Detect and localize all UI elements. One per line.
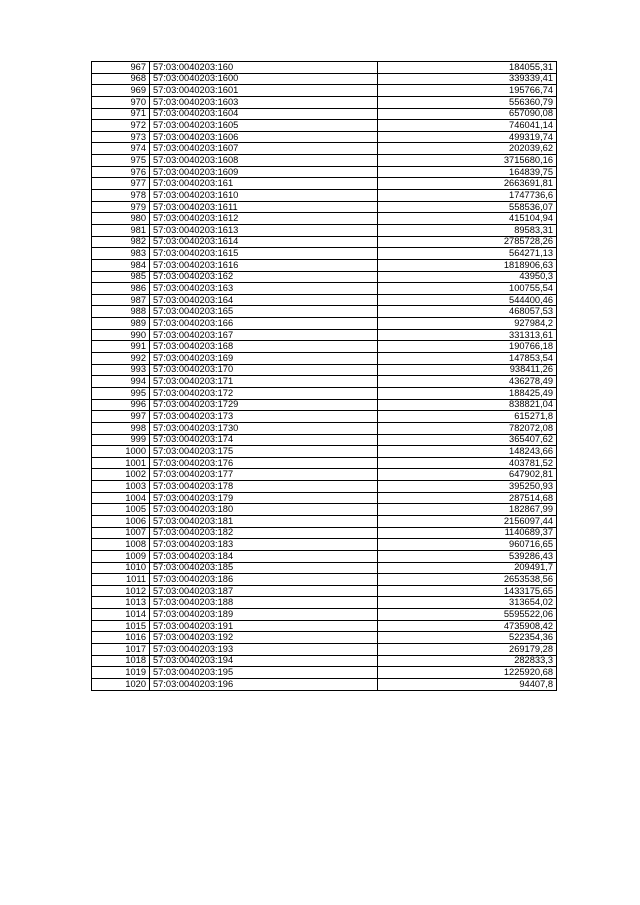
table-row <box>92 481 557 493</box>
row-number-cell: 1003 <box>92 481 150 493</box>
value-cell: 647902,81 <box>378 469 557 481</box>
row-number-cell: 993 <box>92 364 150 376</box>
row-number-cell: 1017 <box>92 644 150 656</box>
cadastral-number-cell: 57:03:0040203:175 <box>150 446 378 458</box>
table-row <box>92 364 557 376</box>
value-cell: 184055,31 <box>378 62 557 74</box>
row-number-cell: 994 <box>92 376 150 388</box>
value-cell: 558536,07 <box>378 201 557 213</box>
row-number-cell: 1005 <box>92 504 150 516</box>
table-row <box>92 283 557 295</box>
cadastral-number-cell: 57:03:0040203:173 <box>150 411 378 423</box>
row-number-cell: 967 <box>92 62 150 74</box>
cadastral-number-cell: 57:03:0040203:1608 <box>150 155 378 167</box>
row-number-cell: 980 <box>92 213 150 225</box>
row-number-cell: 1010 <box>92 562 150 574</box>
table-row <box>92 190 557 202</box>
table-row <box>92 399 557 411</box>
cadastral-number-cell: 57:03:0040203:189 <box>150 609 378 621</box>
value-cell: 415104,94 <box>378 213 557 225</box>
row-number-cell: 1016 <box>92 632 150 644</box>
cadastral-number-cell: 57:03:0040203:163 <box>150 283 378 295</box>
value-cell: 89583,31 <box>378 224 557 236</box>
cadastral-value-table <box>91 61 557 691</box>
table-row <box>92 539 557 551</box>
table-row <box>92 294 557 306</box>
value-cell: 782072,08 <box>378 422 557 434</box>
value-cell: 657090,08 <box>378 108 557 120</box>
row-number-cell: 974 <box>92 143 150 155</box>
row-number-cell: 995 <box>92 387 150 399</box>
table-row <box>92 318 557 330</box>
table-row <box>92 527 557 539</box>
cadastral-number-cell: 57:03:0040203:169 <box>150 353 378 365</box>
value-cell: 1433175,65 <box>378 585 557 597</box>
value-cell: 499319,74 <box>378 131 557 143</box>
value-cell: 209491,7 <box>378 562 557 574</box>
cadastral-number-cell: 57:03:0040203:182 <box>150 527 378 539</box>
cadastral-number-cell: 57:03:0040203:1605 <box>150 120 378 132</box>
table-row <box>92 469 557 481</box>
value-cell: 403781,52 <box>378 457 557 469</box>
table-row <box>92 329 557 341</box>
row-number-cell: 979 <box>92 201 150 213</box>
cadastral-number-cell: 57:03:0040203:191 <box>150 620 378 632</box>
value-cell: 2653538,56 <box>378 574 557 586</box>
table-row <box>92 667 557 679</box>
value-cell: 100755,54 <box>378 283 557 295</box>
row-number-cell: 989 <box>92 318 150 330</box>
table-row <box>92 620 557 632</box>
value-cell: 195766,74 <box>378 85 557 97</box>
cadastral-number-cell: 57:03:0040203:196 <box>150 678 378 690</box>
value-cell: 188425,49 <box>378 387 557 399</box>
value-cell: 1747736,6 <box>378 190 557 202</box>
row-number-cell: 990 <box>92 329 150 341</box>
row-number-cell: 968 <box>92 73 150 85</box>
value-cell: 938411,26 <box>378 364 557 376</box>
cadastral-number-cell: 57:03:0040203:187 <box>150 585 378 597</box>
value-cell: 287514,68 <box>378 492 557 504</box>
table-row <box>92 609 557 621</box>
row-number-cell: 982 <box>92 236 150 248</box>
table-row <box>92 306 557 318</box>
row-number-cell: 991 <box>92 341 150 353</box>
table-row <box>92 562 557 574</box>
row-number-cell: 1012 <box>92 585 150 597</box>
cadastral-number-cell: 57:03:0040203:171 <box>150 376 378 388</box>
table-row <box>92 131 557 143</box>
cadastral-number-cell: 57:03:0040203:168 <box>150 341 378 353</box>
table-row <box>92 259 557 271</box>
table-row <box>92 271 557 283</box>
cadastral-number-cell: 57:03:0040203:167 <box>150 329 378 341</box>
row-number-cell: 977 <box>92 178 150 190</box>
table-row <box>92 446 557 458</box>
row-number-cell: 1009 <box>92 550 150 562</box>
row-number-cell: 1013 <box>92 597 150 609</box>
row-number-cell: 1014 <box>92 609 150 621</box>
cadastral-number-cell: 57:03:0040203:1603 <box>150 96 378 108</box>
cadastral-number-cell: 57:03:0040203:192 <box>150 632 378 644</box>
row-number-cell: 970 <box>92 96 150 108</box>
row-number-cell: 981 <box>92 224 150 236</box>
value-cell: 468057,53 <box>378 306 557 318</box>
value-cell: 147853,54 <box>378 353 557 365</box>
value-cell: 282833,3 <box>378 655 557 667</box>
cadastral-number-cell: 57:03:0040203:172 <box>150 387 378 399</box>
cadastral-number-cell: 57:03:0040203:178 <box>150 481 378 493</box>
value-cell: 838821,04 <box>378 399 557 411</box>
table-row <box>92 655 557 667</box>
row-number-cell: 1008 <box>92 539 150 551</box>
cadastral-number-cell: 57:03:0040203:166 <box>150 318 378 330</box>
table-row <box>92 236 557 248</box>
row-number-cell: 992 <box>92 353 150 365</box>
value-cell: 960716,65 <box>378 539 557 551</box>
value-cell: 182867,99 <box>378 504 557 516</box>
table-row <box>92 178 557 190</box>
row-number-cell: 971 <box>92 108 150 120</box>
cadastral-number-cell: 57:03:0040203:179 <box>150 492 378 504</box>
cadastral-number-cell: 57:03:0040203:186 <box>150 574 378 586</box>
value-cell: 927984,2 <box>378 318 557 330</box>
row-number-cell: 978 <box>92 190 150 202</box>
cadastral-number-cell: 57:03:0040203:185 <box>150 562 378 574</box>
value-cell: 1140689,37 <box>378 527 557 539</box>
table-row <box>92 632 557 644</box>
row-number-cell: 1002 <box>92 469 150 481</box>
table-row <box>92 422 557 434</box>
row-number-cell: 997 <box>92 411 150 423</box>
table-row <box>92 62 557 74</box>
table-row <box>92 434 557 446</box>
cadastral-number-cell: 57:03:0040203:180 <box>150 504 378 516</box>
cadastral-number-cell: 57:03:0040203:176 <box>150 457 378 469</box>
cadastral-number-cell: 57:03:0040203:1615 <box>150 248 378 260</box>
cadastral-number-cell: 57:03:0040203:1601 <box>150 85 378 97</box>
row-number-cell: 1019 <box>92 667 150 679</box>
cadastral-number-cell: 57:03:0040203:1609 <box>150 166 378 178</box>
table-row <box>92 597 557 609</box>
cadastral-number-cell: 57:03:0040203:184 <box>150 550 378 562</box>
value-cell: 5595522,06 <box>378 609 557 621</box>
table-row <box>92 678 557 690</box>
cadastral-number-cell: 57:03:0040203:181 <box>150 515 378 527</box>
table-row <box>92 515 557 527</box>
value-cell: 615271,8 <box>378 411 557 423</box>
cadastral-number-cell: 57:03:0040203:1607 <box>150 143 378 155</box>
table-row <box>92 387 557 399</box>
table-row <box>92 574 557 586</box>
row-number-cell: 975 <box>92 155 150 167</box>
value-cell: 556360,79 <box>378 96 557 108</box>
value-cell: 339339,41 <box>378 73 557 85</box>
cadastral-number-cell: 57:03:0040203:194 <box>150 655 378 667</box>
cadastral-number-cell: 57:03:0040203:1614 <box>150 236 378 248</box>
cadastral-number-cell: 57:03:0040203:1730 <box>150 422 378 434</box>
row-number-cell: 1001 <box>92 457 150 469</box>
table-row <box>92 143 557 155</box>
value-cell: 43950,3 <box>378 271 557 283</box>
table-row <box>92 457 557 469</box>
table-row <box>92 644 557 656</box>
value-cell: 564271,13 <box>378 248 557 260</box>
document-page <box>91 61 557 691</box>
table-row <box>92 201 557 213</box>
table-body <box>92 62 557 691</box>
value-cell: 746041,14 <box>378 120 557 132</box>
value-cell: 3715680,16 <box>378 155 557 167</box>
value-cell: 1818906,63 <box>378 259 557 271</box>
row-number-cell: 1007 <box>92 527 150 539</box>
table-row <box>92 166 557 178</box>
cadastral-number-cell: 57:03:0040203:1729 <box>150 399 378 411</box>
value-cell: 94407,8 <box>378 678 557 690</box>
table-row <box>92 155 557 167</box>
row-number-cell: 999 <box>92 434 150 446</box>
row-number-cell: 972 <box>92 120 150 132</box>
table-row <box>92 85 557 97</box>
cadastral-number-cell: 57:03:0040203:1613 <box>150 224 378 236</box>
cadastral-number-cell: 57:03:0040203:188 <box>150 597 378 609</box>
table-row <box>92 550 557 562</box>
cadastral-number-cell: 57:03:0040203:161 <box>150 178 378 190</box>
row-number-cell: 969 <box>92 85 150 97</box>
cadastral-number-cell: 57:03:0040203:183 <box>150 539 378 551</box>
table-row <box>92 585 557 597</box>
row-number-cell: 986 <box>92 283 150 295</box>
cadastral-number-cell: 57:03:0040203:193 <box>150 644 378 656</box>
row-number-cell: 976 <box>92 166 150 178</box>
cadastral-number-cell: 57:03:0040203:1600 <box>150 73 378 85</box>
row-number-cell: 985 <box>92 271 150 283</box>
value-cell: 269179,28 <box>378 644 557 656</box>
row-number-cell: 987 <box>92 294 150 306</box>
row-number-cell: 1004 <box>92 492 150 504</box>
cadastral-number-cell: 57:03:0040203:1612 <box>150 213 378 225</box>
table-row <box>92 504 557 516</box>
row-number-cell: 996 <box>92 399 150 411</box>
table-row <box>92 120 557 132</box>
table-row <box>92 73 557 85</box>
value-cell: 164839,75 <box>378 166 557 178</box>
value-cell: 522354,36 <box>378 632 557 644</box>
table-row <box>92 108 557 120</box>
table-row <box>92 248 557 260</box>
value-cell: 4735908,42 <box>378 620 557 632</box>
table-row <box>92 353 557 365</box>
value-cell: 313654,02 <box>378 597 557 609</box>
row-number-cell: 973 <box>92 131 150 143</box>
cadastral-number-cell: 57:03:0040203:195 <box>150 667 378 679</box>
cadastral-number-cell: 57:03:0040203:165 <box>150 306 378 318</box>
value-cell: 1225920,68 <box>378 667 557 679</box>
table-row <box>92 341 557 353</box>
table-row <box>92 213 557 225</box>
cadastral-number-cell: 57:03:0040203:177 <box>150 469 378 481</box>
value-cell: 2156097,44 <box>378 515 557 527</box>
row-number-cell: 984 <box>92 259 150 271</box>
value-cell: 544400,46 <box>378 294 557 306</box>
row-number-cell: 983 <box>92 248 150 260</box>
cadastral-number-cell: 57:03:0040203:1616 <box>150 259 378 271</box>
table-row <box>92 224 557 236</box>
value-cell: 395250,93 <box>378 481 557 493</box>
cadastral-number-cell: 57:03:0040203:160 <box>150 62 378 74</box>
row-number-cell: 1006 <box>92 515 150 527</box>
value-cell: 148243,66 <box>378 446 557 458</box>
value-cell: 331313,61 <box>378 329 557 341</box>
value-cell: 436278,49 <box>378 376 557 388</box>
table-row <box>92 492 557 504</box>
row-number-cell: 1020 <box>92 678 150 690</box>
cadastral-number-cell: 57:03:0040203:1606 <box>150 131 378 143</box>
row-number-cell: 1000 <box>92 446 150 458</box>
row-number-cell: 1018 <box>92 655 150 667</box>
value-cell: 365407,62 <box>378 434 557 446</box>
value-cell: 539286,43 <box>378 550 557 562</box>
row-number-cell: 988 <box>92 306 150 318</box>
table-row <box>92 411 557 423</box>
cadastral-number-cell: 57:03:0040203:162 <box>150 271 378 283</box>
cadastral-number-cell: 57:03:0040203:174 <box>150 434 378 446</box>
cadastral-number-cell: 57:03:0040203:1611 <box>150 201 378 213</box>
cadastral-number-cell: 57:03:0040203:1610 <box>150 190 378 202</box>
row-number-cell: 998 <box>92 422 150 434</box>
table-row <box>92 96 557 108</box>
value-cell: 202039,62 <box>378 143 557 155</box>
cadastral-number-cell: 57:03:0040203:170 <box>150 364 378 376</box>
value-cell: 2663691,81 <box>378 178 557 190</box>
value-cell: 190766,18 <box>378 341 557 353</box>
table-row <box>92 376 557 388</box>
row-number-cell: 1015 <box>92 620 150 632</box>
cadastral-number-cell: 57:03:0040203:164 <box>150 294 378 306</box>
row-number-cell: 1011 <box>92 574 150 586</box>
value-cell: 2785728,26 <box>378 236 557 248</box>
cadastral-number-cell: 57:03:0040203:1604 <box>150 108 378 120</box>
